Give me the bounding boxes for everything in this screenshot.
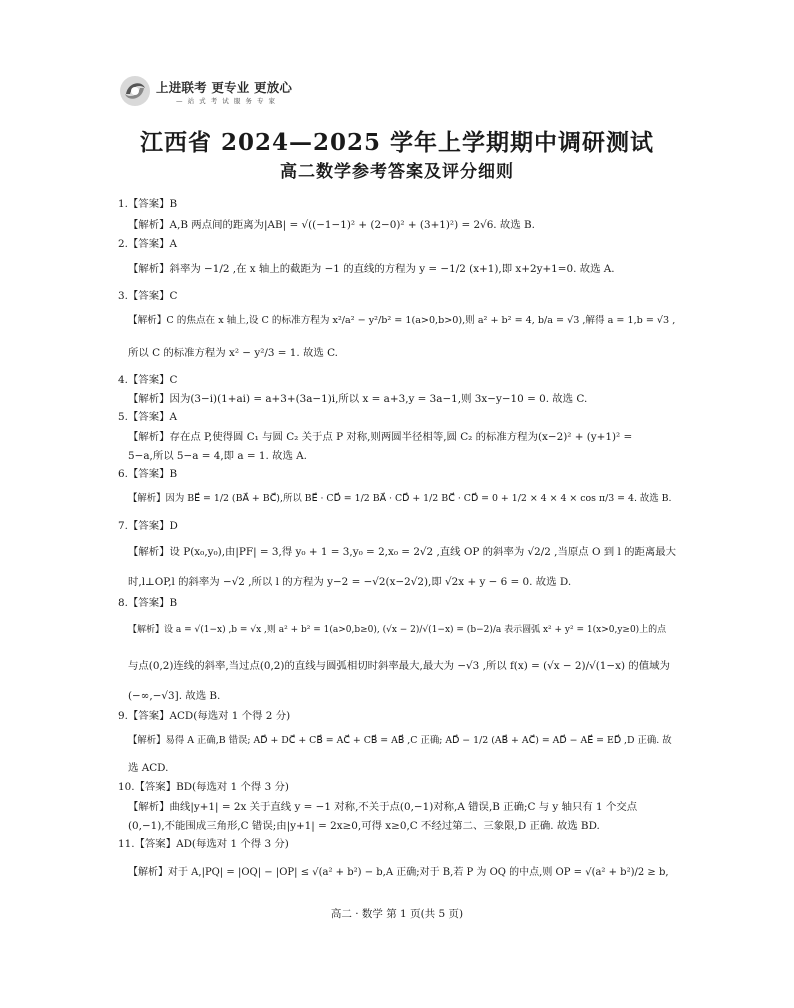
page-footer: 高二 · 数学 第 1 页(共 5 页) bbox=[330, 908, 464, 920]
page-title: 江西省 2024—2025 学年上学期期中调研测试 bbox=[139, 129, 655, 156]
answer-line: 9.【答案】ACD(每选对 1 个得 2 分) bbox=[118, 710, 291, 722]
explanation-line: 【解析】C 的焦点在 x 轴上,设 C 的标准方程为 x²/a² − y²/b² = 1(a>0,b>0),则 a² + b² = 4, b/a = √3 ,解得 a = 1,b = √3 , bbox=[128, 315, 676, 326]
answer-line: 11.【答案】AD(每选对 1 个得 3 分) bbox=[118, 838, 289, 850]
answer-line: 10.【答案】BD(每选对 1 个得 3 分) bbox=[118, 781, 289, 793]
explanation-line: 时,l⊥OP,l 的斜率为 −√2 ,所以 l 的方程为 y−2 = −√2(x−2√2),即 √2x + y − 6 = 0. 故选 D. bbox=[128, 576, 572, 588]
explanation-line: 【解析】因为 BE⃗ = 1/2 (BA⃗ + BC⃗),所以 BE⃗ · CD⃗ = 1/2 BA⃗ · CD⃗ + 1/2 BC⃗ · CD⃗ = 0 + 1/2 × 4 × 4 × cos π/3 = 4. 故选 B. bbox=[128, 493, 672, 504]
explanation-line: 选 ACD. bbox=[128, 762, 169, 774]
logo-tagline: — 站 式 考 试 服 务 专 家 bbox=[176, 97, 277, 105]
explanation-line: (−∞,−√3]. 故选 B. bbox=[128, 690, 221, 702]
explanation-line: 【解析】因为(3−i)(1+ai) = a+3+(3a−1)i,所以 x = a+3,y = 3a−1,则 3x−y−10 = 0. 故选 C. bbox=[128, 393, 588, 405]
explanation-line: (0,−1),不能围成三角形,C 错误;由|y+1| = 2x≥0,可得 x≥0,C 不经过第二、三象限,D 正确. 故选 BD. bbox=[128, 820, 600, 832]
answer-line: 6.【答案】B bbox=[118, 468, 178, 480]
answer-line: 5.【答案】A bbox=[118, 411, 177, 423]
answer-line: 4.【答案】C bbox=[118, 374, 178, 386]
answer-line: 8.【答案】B bbox=[118, 597, 178, 609]
logo-slogan: 上进联考 更专业 更放心 bbox=[156, 80, 293, 95]
answer-line: 7.【答案】D bbox=[118, 520, 178, 532]
explanation-line: 【解析】A,B 两点间的距离为|AB| = √((−1−1)² + (2−0)² + (3+1)²) = 2√6. 故选 B. bbox=[128, 219, 535, 231]
explanation-line: 【解析】对于 A,|PQ| = |OQ| − |OP| ≤ √(a² + b²) − b,A 正确;对于 B,若 P 为 OQ 的中点,则 OP = √(a² + b²)/2 ≥ b, bbox=[128, 867, 669, 878]
answer-line: 2.【答案】A bbox=[118, 238, 177, 250]
explanation-line: 【解析】存在点 P,使得圆 C₁ 与圆 C₂ 关于点 P 对称,则两圆半径相等,圆 C₂ 的标准方程为(x−2)² + (y+1)² = bbox=[128, 431, 633, 443]
explanation-line: 【解析】易得 A 正确,B 错误; AD⃗ + DC⃗ + CB⃗ = AC⃗ + CB⃗ = AB⃗ ,C 正确; AD⃗ − 1/2 (AB⃗ + AC⃗) = AD⃗ − AE⃗ = ED⃗ ,D 正确. 故 bbox=[128, 735, 672, 746]
explanation-line: 与点(0,2)连线的斜率,当过点(0,2)的直线与圆弧相切时斜率最大,最大为 −√3 ,所以 f(x) = (√x − 2)/√(1−x) 的值域为 bbox=[128, 660, 670, 672]
explanation-line: 【解析】设 a = √(1−x) ,b = √x ,则 a² + b² = 1(a>0,b≥0), (√x − 2)/√(1−x) = (b−2)/a 表示圆弧 x² + y² = 1(x>0,y≥0)上的点 bbox=[128, 625, 667, 635]
explanation-line: 【解析】设 P(x₀,y₀),由|PF| = 3,得 y₀ + 1 = 3,y₀ = 2,x₀ = 2√2 ,直线 OP 的斜率为 √2/2 ,当原点 O 到 l 的距离最大 bbox=[128, 546, 677, 558]
explanation-line: 5−a,所以 5−a = 4,即 a = 1. 故选 A. bbox=[128, 450, 307, 462]
page-subtitle: 高二数学参考答案及评分细则 bbox=[280, 162, 514, 182]
explanation-line: 【解析】斜率为 −1/2 ,在 x 轴上的截距为 −1 的直线的方程为 y = −1/2 (x+1),即 x+2y+1=0. 故选 A. bbox=[128, 263, 615, 275]
answer-line: 1.【答案】B bbox=[118, 198, 178, 210]
answer-line: 3.【答案】C bbox=[118, 290, 178, 302]
explanation-line: 【解析】曲线|y+1| = 2x 关于直线 y = −1 对称,不关于点(0,−1)对称,A 错误,B 正确;C 与 y 轴只有 1 个交点 bbox=[128, 801, 638, 813]
explanation-line: 所以 C 的标准方程为 x² − y²/3 = 1. 故选 C. bbox=[128, 347, 338, 359]
